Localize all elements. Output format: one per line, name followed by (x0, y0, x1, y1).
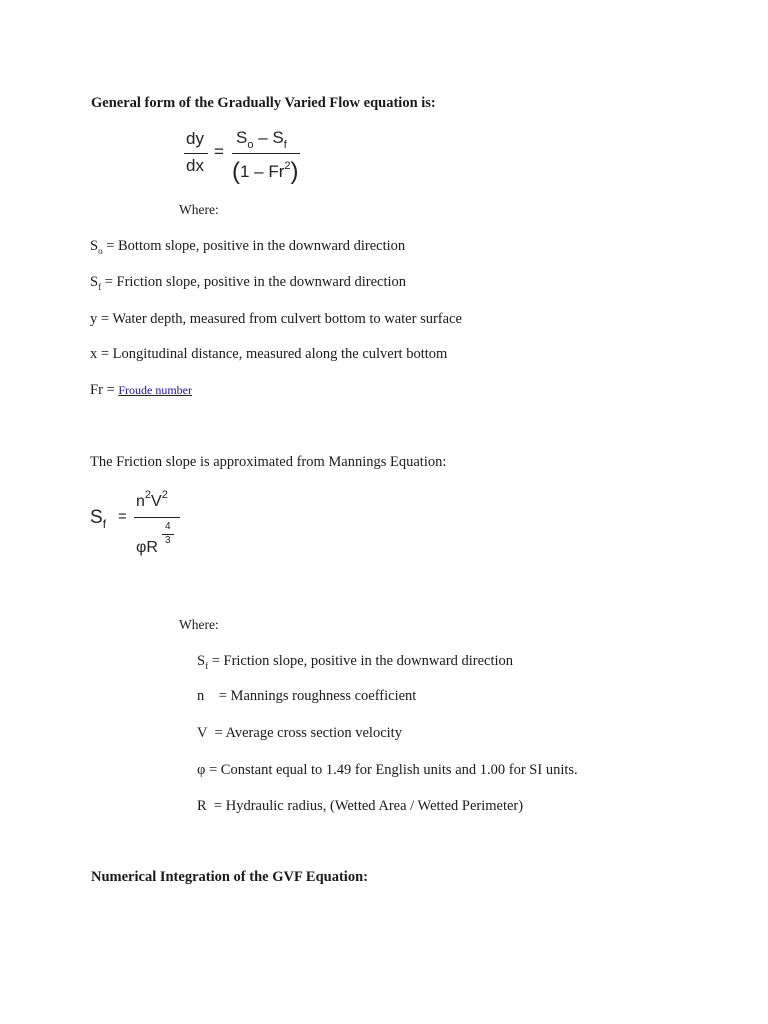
eq1-denominator-superscript: 2 (284, 160, 291, 172)
eq1-denominator-text: 1 – Fr (240, 162, 285, 181)
def-subscript: f (98, 282, 102, 292)
def-text: = Constant equal to 1.49 for English units and 1.00 for SI units. (205, 762, 578, 778)
def-symbol: y (90, 311, 98, 327)
eq2-lhs (90, 507, 106, 529)
eq2-exponent-numerator: 4 (165, 521, 171, 532)
def-symbol: S (197, 653, 206, 669)
def-symbol: n (197, 688, 205, 704)
eq2-fraction-bar (134, 517, 180, 518)
eq2-sf-subscript: f (102, 517, 107, 531)
def-symbol: φ (197, 762, 206, 778)
eq2-n-symbol: n (136, 493, 145, 510)
def-water-depth (90, 310, 462, 328)
def-bottom-slope (90, 237, 405, 256)
def-text: = Water depth, measured from culvert bottom to water surface (97, 311, 462, 327)
def-text: = Friction slope, positive in the downward direction (101, 274, 407, 290)
froude-number-link[interactable]: Froude number (118, 383, 192, 397)
def2-mannings-n (197, 687, 416, 705)
eq2-sf-symbol: S (90, 507, 103, 528)
eq1-so-symbol: S (236, 128, 248, 147)
friction-slope-intro: The Friction slope is approximated from Mannings Equation: (90, 454, 447, 470)
def-subscript: o (98, 246, 103, 256)
eq2-equals: = (118, 508, 127, 525)
def-text: = Bottom slope, positive in the downward direction (102, 238, 406, 254)
def2-velocity (197, 724, 402, 742)
def-symbol: R (197, 798, 207, 814)
eq2-v-superscript: 2 (161, 489, 168, 501)
def-longitudinal-distance (90, 345, 447, 363)
def-symbol: x (90, 346, 98, 362)
def-subscript: f (205, 661, 209, 671)
eq1-lhs-fraction-bar (184, 153, 208, 154)
def-text: = Hydraulic radius, (Wetted Area / Wetted Perimeter) (206, 798, 524, 814)
def2-friction-slope (197, 652, 513, 671)
eq2-n-superscript: 2 (144, 489, 152, 501)
def2-hydraulic-radius (197, 797, 523, 815)
eq1-equals: = (214, 142, 224, 161)
def2-phi (197, 761, 578, 779)
def-symbol: V (197, 725, 208, 741)
def-text: = Friction slope, positive in the downward direction (208, 653, 514, 669)
eq2-v-symbol: V (151, 493, 162, 510)
eq1-rhs-numerator (236, 128, 287, 151)
eq1-open-paren: ( (232, 158, 240, 185)
where-label-2: Where: (179, 617, 219, 632)
where-label-1: Where: (179, 202, 219, 217)
def-froude (90, 381, 192, 399)
gvf-equation (170, 126, 320, 192)
def-symbol: S (90, 238, 99, 254)
eq1-close-paren: ) (290, 158, 299, 185)
def-text: = Longitudinal distance, measured along the culvert bottom (97, 346, 448, 362)
def-symbol: S (90, 274, 99, 290)
def-friction-slope (90, 273, 406, 292)
eq2-exponent-denominator: 3 (165, 535, 171, 546)
eq2-denominator: φR (136, 539, 158, 556)
eq1-lhs-numerator: dy (186, 129, 204, 148)
eq1-rhs-denominator (232, 156, 299, 184)
section-heading-numerical-integration: Numerical Integration of the GVF Equation: (91, 869, 368, 885)
section-heading-gvf: General form of the Gradually Varied Flow equation is: (91, 95, 436, 111)
eq1-sf-symbol: S (272, 128, 284, 147)
mannings-equation (90, 487, 200, 567)
def-text: = Mannings roughness coefficient (204, 688, 417, 704)
eq1-so-subscript: o (247, 139, 254, 151)
eq1-rhs-fraction-bar (232, 153, 300, 154)
eq1-minus: – (258, 128, 268, 147)
eq1-sf-subscript: f (283, 139, 287, 151)
eq2-numerator (136, 489, 168, 511)
eq1-lhs-denominator: dx (186, 156, 204, 175)
froude-label: Fr = (90, 382, 119, 398)
def-text: = Average cross section velocity (207, 725, 402, 741)
